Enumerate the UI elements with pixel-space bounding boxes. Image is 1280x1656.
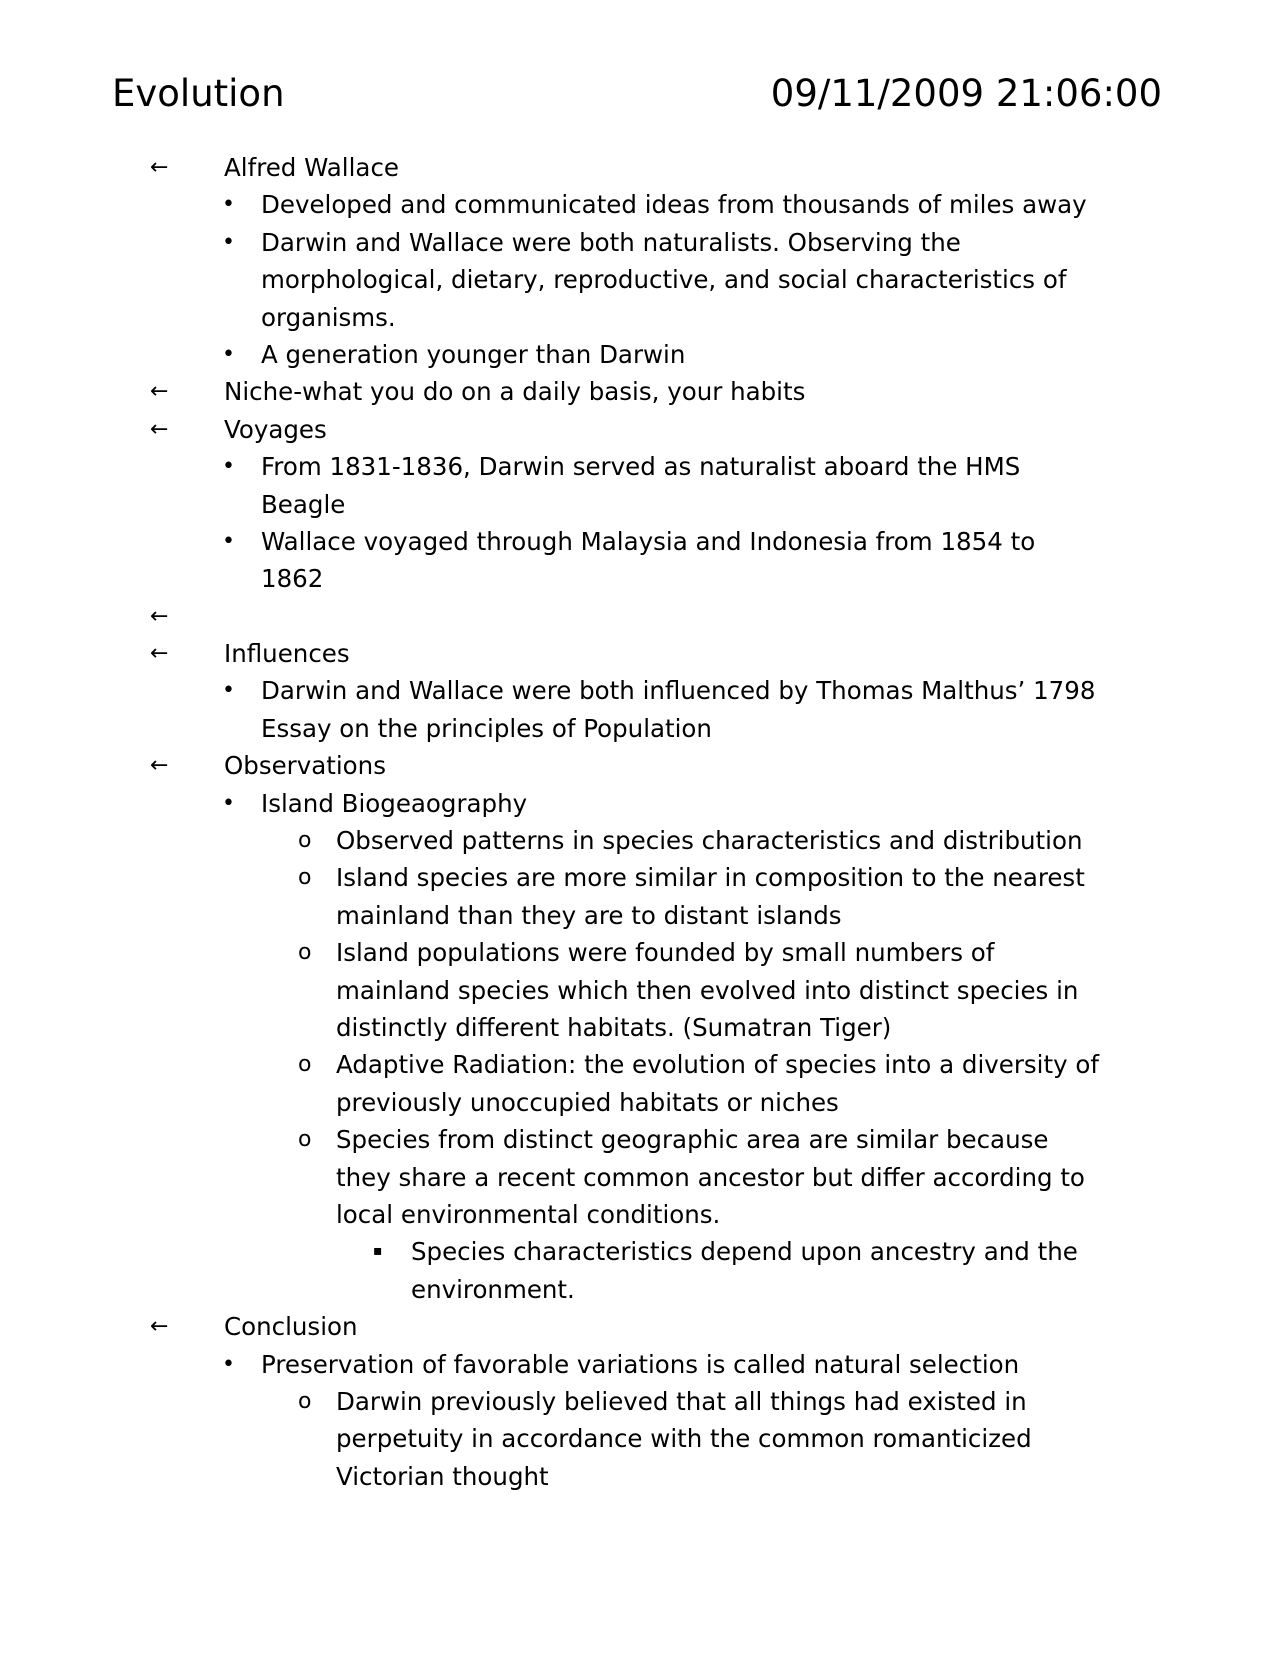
outline-line-text: Darwin and Wallace were both naturalists. Observing the: [261, 227, 961, 257]
outline-line-text: Adaptive Radiation: the evolution of species into a diversity of: [336, 1050, 1099, 1080]
outline-line-level-2: [0, 448, 1280, 485]
outline-line-level-3: [0, 934, 1280, 971]
outline-line-text: Species from distinct geographic area are similar because: [336, 1125, 1049, 1155]
outline-line-level-2: [0, 560, 1280, 597]
outline-line-level-4: [0, 1233, 1280, 1270]
outline-line-text: Victorian thought: [336, 1461, 549, 1491]
outline-line-text: mainland species which then evolved into distinct species in: [336, 975, 1079, 1005]
outline-line-text: environment.: [411, 1274, 575, 1304]
bullet-marker-icon: •: [222, 790, 235, 816]
arrow-marker-icon: ←: [150, 641, 169, 667]
outline-line-level-3: [0, 1084, 1280, 1121]
circle-marker-icon: o: [298, 1127, 312, 1153]
outline-line-level-3: [0, 1159, 1280, 1196]
outline-line-text: organisms.: [261, 302, 396, 332]
outline-line-text: distinctly different habitats. (Sumatran Tiger): [336, 1012, 892, 1042]
outline-line-text: Preservation of favorable variations is called natural selection: [261, 1349, 1020, 1379]
bullet-marker-icon: •: [222, 1351, 235, 1377]
outline-line-level-3: [0, 1196, 1280, 1233]
circle-marker-icon: o: [298, 1388, 312, 1414]
outline-line-text: Developed and communicated ideas from thousands of miles away: [261, 190, 1087, 220]
arrow-marker-icon: ←: [150, 1314, 169, 1340]
outline-line-text: Beagle: [261, 489, 346, 519]
square-marker-icon: ▪: [373, 1243, 383, 1260]
outline-line-text: Observations: [224, 751, 386, 781]
circle-marker-icon: o: [298, 865, 312, 891]
outline-line-level-2: [0, 785, 1280, 822]
outline-line-level-2: [0, 336, 1280, 373]
outline-line-level-2: [0, 186, 1280, 223]
outline-line-text: Island Biogeaography: [261, 788, 528, 818]
outline-line-level-3: [0, 1420, 1280, 1457]
arrow-marker-icon: ←: [150, 155, 169, 180]
notes-outline: [0, 149, 1280, 1495]
outline-line-text: Island populations were founded by small numbers of: [336, 938, 995, 968]
outline-line-text: Species characteristics depend upon ancestry and the: [411, 1237, 1078, 1267]
outline-line-level-3: [0, 859, 1280, 896]
outline-line-text: previously unoccupied habitats or niches: [336, 1087, 839, 1117]
outline-line-level-3: [0, 1009, 1280, 1046]
outline-line-level-1: [0, 598, 1280, 635]
outline-line-level-2: [0, 672, 1280, 709]
bullet-marker-icon: •: [222, 229, 235, 255]
outline-line-text: Conclusion: [224, 1312, 358, 1342]
outline-line-text: Alfred Wallace: [224, 153, 399, 182]
outline-line-level-3: [0, 1121, 1280, 1158]
outline-line-text: Wallace voyaged through Malaysia and Indonesia from 1854 to: [261, 526, 1036, 556]
outline-line-level-1: [0, 149, 1280, 186]
outline-line-text: 1862: [261, 564, 324, 594]
outline-line-text: Observed patterns in species characteristics and distribution: [336, 826, 1083, 856]
outline-line-text: Influences: [224, 639, 350, 669]
outline-line-level-1: [0, 373, 1280, 410]
outline-line-level-3: [0, 822, 1280, 859]
outline-line-text: local environmental conditions.: [336, 1199, 721, 1229]
outline-line-level-4: [0, 1271, 1280, 1308]
outline-line-level-3: [0, 972, 1280, 1009]
bullet-marker-icon: •: [222, 678, 235, 704]
outline-line-text: A generation younger than Darwin: [261, 339, 686, 369]
outline-line-level-1: [0, 635, 1280, 672]
document-title: Evolution: [112, 72, 285, 115]
outline-line-level-3: [0, 1046, 1280, 1083]
outline-line-level-2: [0, 710, 1280, 747]
outline-line-text: Essay on the principles of Population: [261, 713, 712, 743]
bullet-marker-icon: •: [222, 341, 235, 367]
outline-line-text: Darwin previously believed that all things had existed in: [336, 1386, 1027, 1416]
arrow-marker-icon: ←: [150, 753, 169, 779]
outline-line-level-2: [0, 299, 1280, 336]
outline-line-text: Darwin and Wallace were both influenced by Thomas Malthus’ 1798: [261, 676, 1096, 706]
outline-line-text: Niche-what you do on a daily basis, your habits: [224, 377, 806, 407]
outline-line-text: From 1831-1836, Darwin served as naturalist aboard the HMS: [261, 452, 1021, 482]
outline-line-level-1: [0, 1308, 1280, 1345]
outline-line-level-2: [0, 486, 1280, 523]
circle-marker-icon: o: [298, 1052, 312, 1078]
arrow-marker-icon: ←: [150, 379, 169, 405]
bullet-marker-icon: •: [222, 454, 235, 480]
outline-line-level-2: [0, 224, 1280, 261]
outline-line-text: morphological, dietary, reproductive, and social characteristics of: [261, 265, 1067, 295]
outline-line-text: they share a recent common ancestor but differ according to: [336, 1162, 1085, 1192]
outline-line-text: Voyages: [224, 414, 327, 444]
outline-line-level-1: [0, 411, 1280, 448]
outline-line-level-2: [0, 261, 1280, 298]
outline-line-text: mainland than they are to distant islands: [336, 900, 842, 930]
outline-line-level-2: [0, 1346, 1280, 1383]
bullet-marker-icon: •: [222, 528, 235, 554]
outline-line-level-2: [0, 523, 1280, 560]
arrow-marker-icon: ←: [150, 603, 169, 629]
outline-line-text: Island species are more similar in composition to the nearest: [336, 863, 1085, 893]
circle-marker-icon: o: [298, 828, 312, 854]
outline-line-level-3: [0, 897, 1280, 934]
outline-line-level-1: [0, 747, 1280, 784]
bullet-marker-icon: •: [222, 192, 235, 218]
outline-line-text: perpetuity in accordance with the common romanticized: [336, 1424, 1032, 1454]
outline-line-level-3: [0, 1458, 1280, 1495]
outline-line-level-3: [0, 1383, 1280, 1420]
arrow-marker-icon: ←: [150, 416, 169, 442]
document-date: 09/11/2009 21:06:00: [770, 72, 1162, 115]
circle-marker-icon: o: [298, 940, 312, 966]
